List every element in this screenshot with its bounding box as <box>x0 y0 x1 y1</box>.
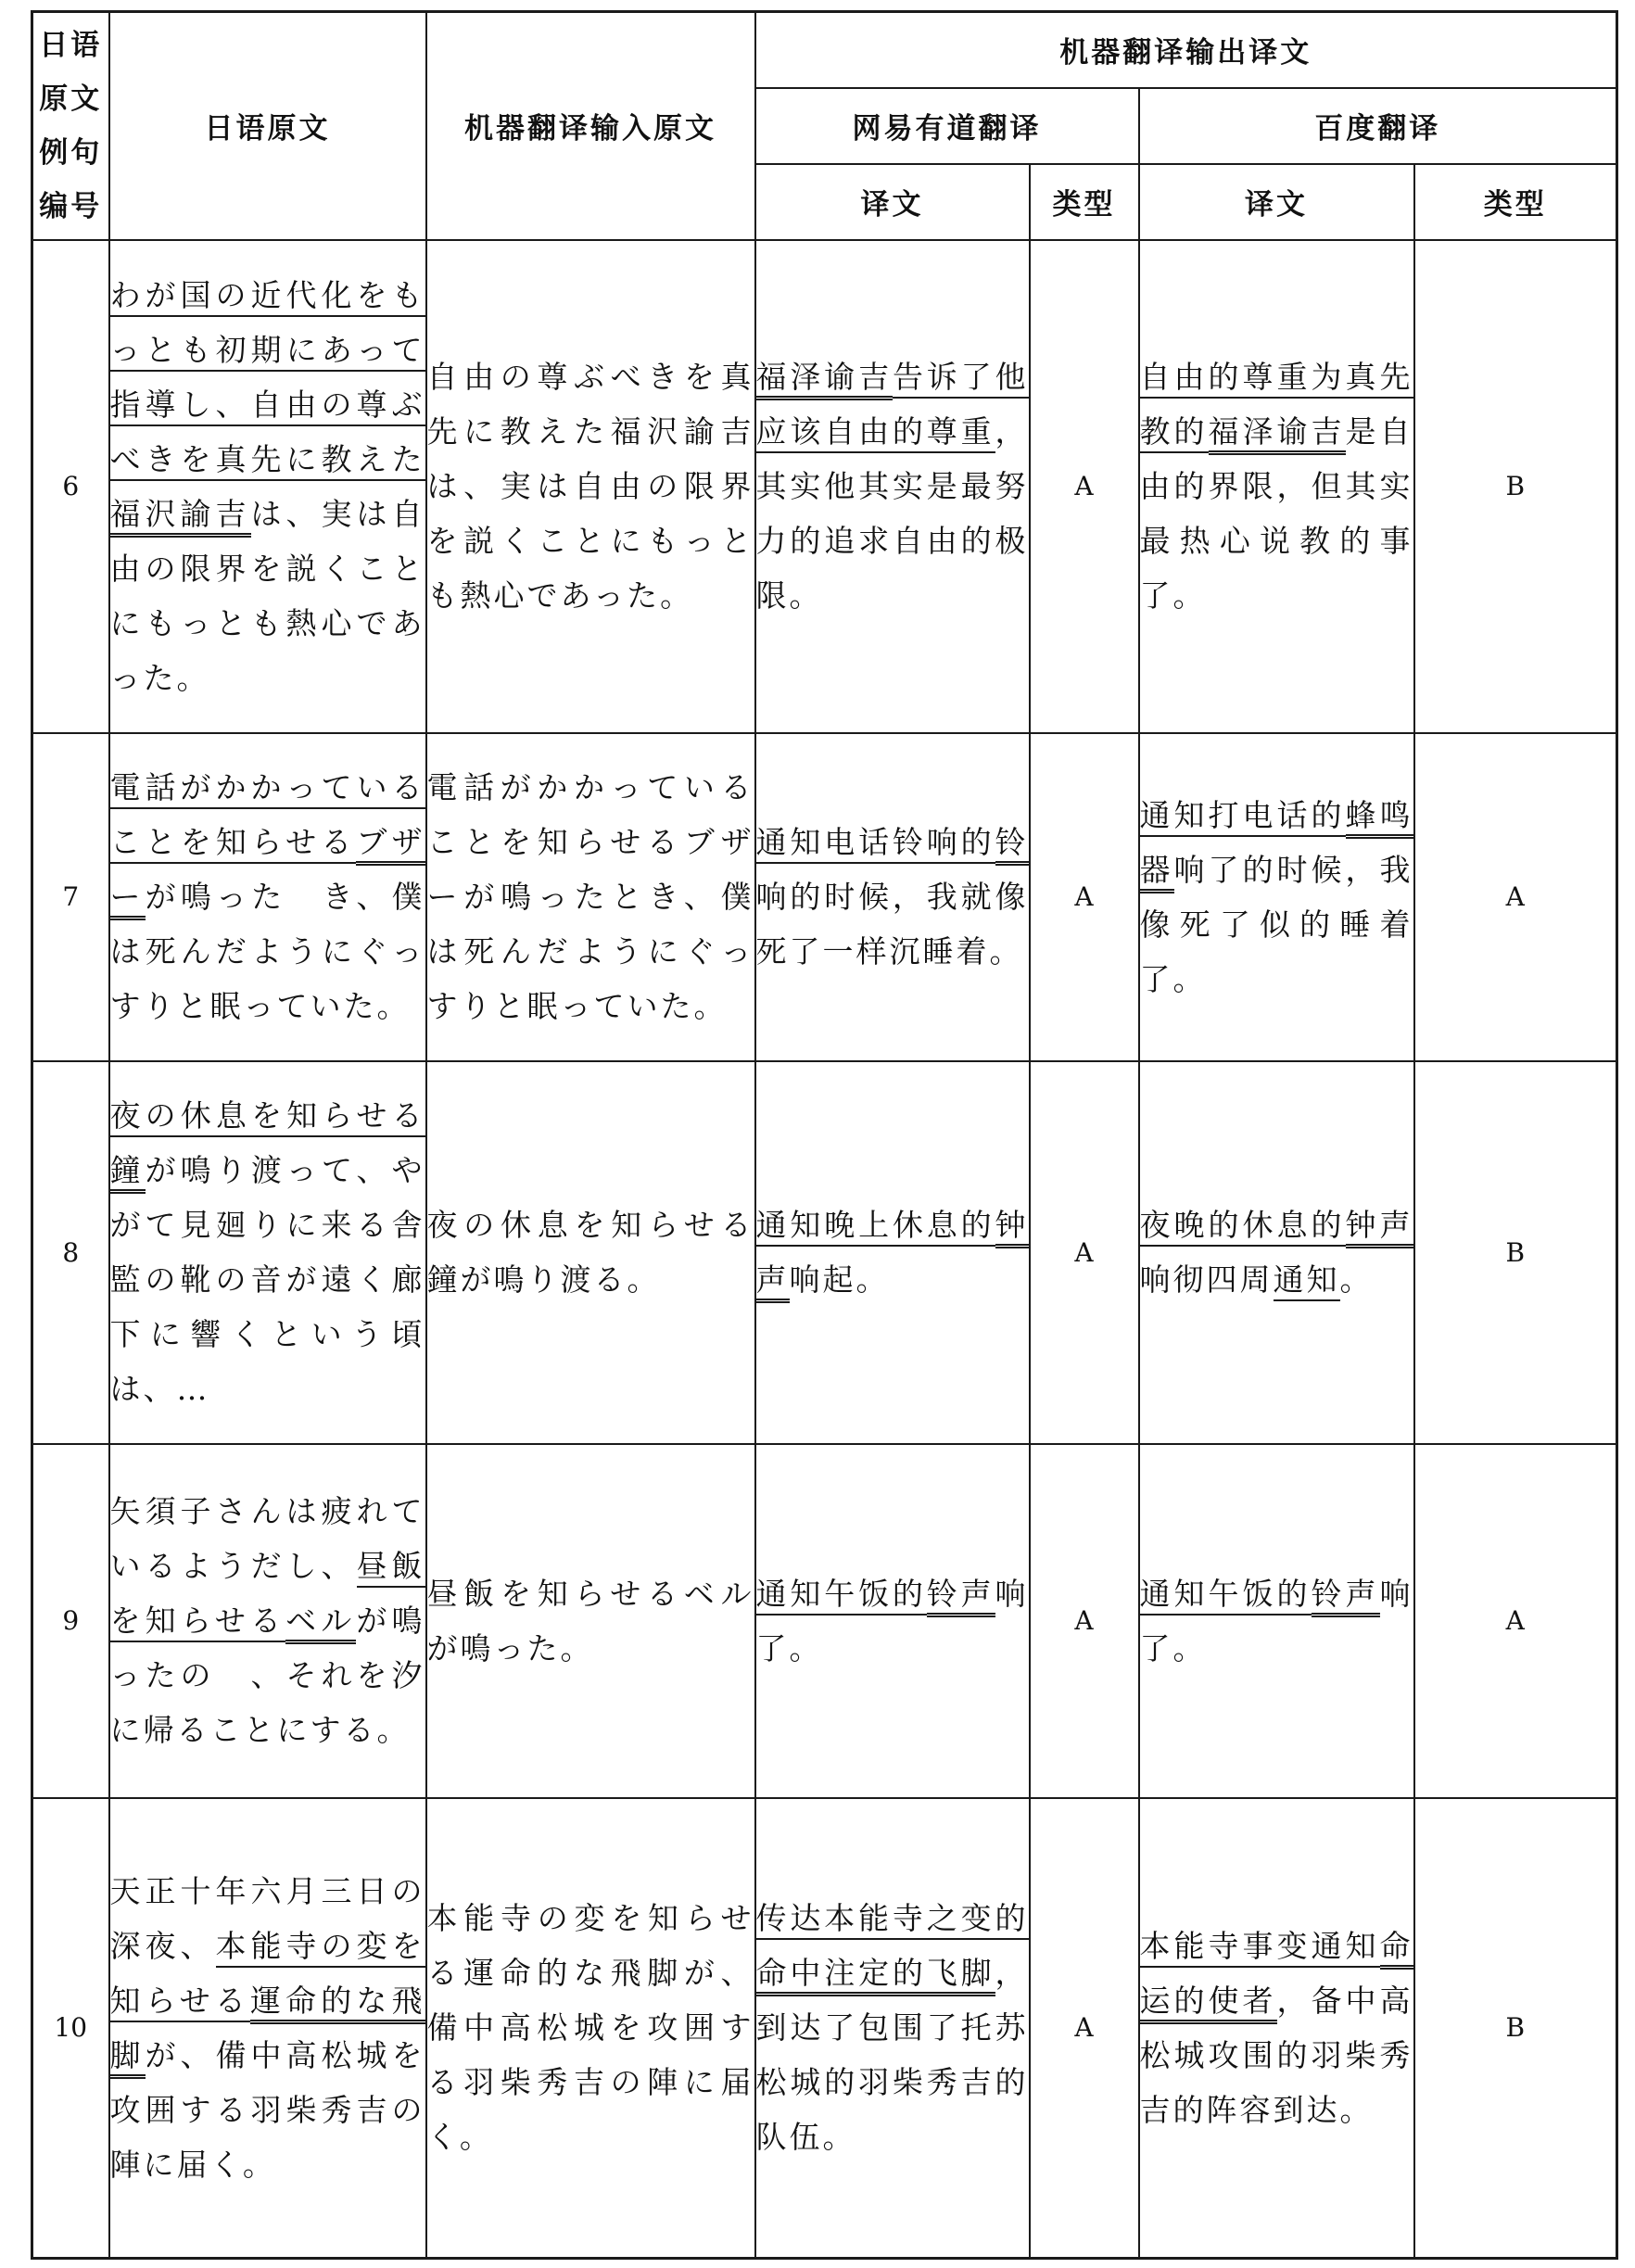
double-underlined-text: 福泽谕吉 <box>1209 413 1346 455</box>
table-row <box>32 1444 1617 1798</box>
double-underlined-text: ブザー <box>110 824 425 920</box>
text-segment: 响彻四周 <box>1139 1261 1274 1298</box>
youdao-translation-cell <box>755 1444 1030 1798</box>
input-cell: 本能寺の変を知らせる運命的な飛脚が、備中高松城を攻囲する羽柴秀吉の陣に届く。 <box>426 1798 755 2259</box>
double-underlined-text: 命运的使者 <box>1140 1928 1413 2024</box>
double-underlined-text: 鐘 <box>110 1152 146 1194</box>
underlined-text: わが国の近代化をもっとも初期にあって指導し、自由の尊ぶべきを真先に教えた <box>110 277 425 481</box>
original-cell <box>109 733 426 1061</box>
original-cell <box>109 1444 426 1798</box>
header-youdao-type: 类型 <box>1030 164 1139 240</box>
double-underlined-text: 铃 <box>995 824 1029 866</box>
underlined-text: 夜晚的休息的 <box>1140 1207 1346 1247</box>
text-segment: は、実は自由の限界を説くことにもっとも熱心であった。 <box>109 495 425 696</box>
double-underlined-text: 钟声 <box>1346 1207 1413 1248</box>
double-underlined-text: 福泽谕吉 <box>756 359 893 400</box>
underlined-text: 通知午饭的 <box>1140 1576 1312 1615</box>
underlined-text: 传达本能寺之变的 <box>756 1900 1029 1940</box>
text-segment: 天正十年六月三日の深夜、 <box>109 1872 425 1964</box>
underlined-text: 電話がかかっていることを知らせる <box>110 769 425 864</box>
table-row <box>32 1061 1617 1444</box>
baidu-translation-cell <box>1139 240 1414 733</box>
row-number: 6 <box>32 240 109 733</box>
double-underlined-text: 铃声 <box>1312 1576 1380 1617</box>
text-segment: 响起。 <box>789 1261 890 1298</box>
youdao-translation-cell <box>755 240 1030 733</box>
baidu-type-cell: A <box>1414 1444 1617 1798</box>
double-underlined-text: ベル <box>285 1603 356 1644</box>
underlined-text: 通知晚上休息的 <box>756 1207 995 1247</box>
baidu-type-cell: B <box>1414 1798 1617 2259</box>
youdao-type-cell: A <box>1030 1444 1139 1798</box>
text-segment: 响了。 <box>755 1575 1029 1666</box>
baidu-translation-cell <box>1139 1798 1414 2259</box>
underlined-text: 昼飯を知らせる <box>110 1548 425 1642</box>
youdao-type-cell: A <box>1030 733 1139 1061</box>
header-youdao: 网易有道翻译 <box>755 88 1139 164</box>
text-segment: 矢須子さんは疲れているようだし、 <box>109 1493 425 1584</box>
header-index: 日语原文例句编号 <box>32 12 109 240</box>
underlined-text: 通知电话铃响的 <box>756 824 995 864</box>
underlined-text: 通知打电话的 <box>1140 797 1346 837</box>
original-cell <box>109 240 426 733</box>
youdao-translation-cell <box>755 733 1030 1061</box>
double-underlined-text: 運命的な飛脚 <box>110 1983 425 2079</box>
text-segment: 响了。 <box>1139 1575 1413 1666</box>
youdao-type-cell: A <box>1030 240 1139 733</box>
double-underlined-text: 铃声 <box>927 1576 995 1617</box>
text-segment: が鳴ったの 、それを汐に帰ることにする。 <box>109 1603 425 1748</box>
text-segment: 是自由的界限，但其实最热心说教的事了。 <box>1139 413 1413 614</box>
input-cell: 電話がかかっていることを知らせるブザーが鳴ったとき、僕は死んだようにぐっすりと眠っていた。 <box>426 733 755 1061</box>
text-segment: が鳴った き、僕は死んだようにぐっすりと眠っていた。 <box>109 879 425 1024</box>
row-number: 8 <box>32 1061 109 1444</box>
text-segment: が、備中高松城を攻囲する羽柴秀吉の陣に届く。 <box>109 2036 425 2183</box>
comparison-table <box>31 10 1618 2260</box>
underlined-text: 通知午饭的 <box>756 1576 927 1615</box>
underlined-text: 本能寺事变通知 <box>1140 1928 1380 1968</box>
youdao-type-cell: A <box>1030 1798 1139 2259</box>
text-segment: 响了的时候，我像死了似的睡着了。 <box>1139 851 1413 997</box>
underlined-text: 自由的尊重为真先教的 <box>1140 359 1413 453</box>
baidu-translation-cell <box>1139 1444 1414 1798</box>
header-youdao-translation: 译文 <box>755 164 1030 240</box>
header-output: 机器翻译输出译文 <box>755 12 1617 88</box>
table-row <box>32 1798 1617 2259</box>
double-underlined-text: 命中注定的飞脚 <box>756 1955 995 1996</box>
row-number: 10 <box>32 1798 109 2259</box>
original-cell <box>109 1061 426 1444</box>
double-underlined-text: 蜂鸣器 <box>1140 797 1413 893</box>
baidu-type-cell: B <box>1414 240 1617 733</box>
baidu-type-cell: A <box>1414 733 1617 1061</box>
input-cell: 自由の尊ぶべきを真先に教えた福沢諭吉は、実は自由の限界を説くことにもっとも熱心であった。 <box>426 240 755 733</box>
text-segment: 响的时候，我就像死了一样沉睡着。 <box>755 879 1029 969</box>
text-segment: ，备中高松城攻围的羽柴秀吉的阵容到达。 <box>1139 1982 1413 2128</box>
baidu-translation-cell <box>1139 1061 1414 1444</box>
underlined-text: 通知 <box>1274 1261 1340 1301</box>
header-original: 日语原文 <box>109 12 426 240</box>
underlined-text: 夜の休息を知らせる <box>110 1097 425 1137</box>
text-segment: ，其实他其实是最努力的追求自由的极限。 <box>755 413 1029 614</box>
text-segment: ，到达了包围了托苏松城的羽柴秀吉的队伍。 <box>755 1955 1029 2156</box>
header-input: 机器翻译输入原文 <box>426 12 755 240</box>
row-number: 9 <box>32 1444 109 1798</box>
youdao-type-cell: A <box>1030 1061 1139 1444</box>
table-row <box>32 240 1617 733</box>
youdao-translation-cell <box>755 1061 1030 1444</box>
underlined-text: 本能寺の変を知らせる <box>110 1928 425 2022</box>
youdao-translation-cell <box>755 1798 1030 2259</box>
baidu-translation-cell <box>1139 733 1414 1061</box>
header-baidu: 百度翻译 <box>1139 88 1617 164</box>
table-row <box>32 733 1617 1061</box>
underlined-text: 告诉了他应该自由的尊重 <box>756 359 1029 453</box>
double-underlined-text: 钟声 <box>756 1207 1029 1303</box>
original-cell <box>109 1798 426 2259</box>
row-number: 7 <box>32 733 109 1061</box>
text-segment: が鳴り渡って、やがて見廻りに来る舎監の靴の音が遠く廊下に響くという頃は、… <box>109 1152 425 1407</box>
input-cell: 昼飯を知らせるベルが鳴った。 <box>426 1444 755 1798</box>
header-baidu-type: 类型 <box>1414 164 1617 240</box>
baidu-type-cell: B <box>1414 1061 1617 1444</box>
text-segment: 。 <box>1339 1261 1374 1298</box>
double-underlined-text: 福沢諭吉 <box>110 496 251 538</box>
header-baidu-translation: 译文 <box>1139 164 1414 240</box>
input-cell: 夜の休息を知らせる鐘が鳴り渡る。 <box>426 1061 755 1444</box>
